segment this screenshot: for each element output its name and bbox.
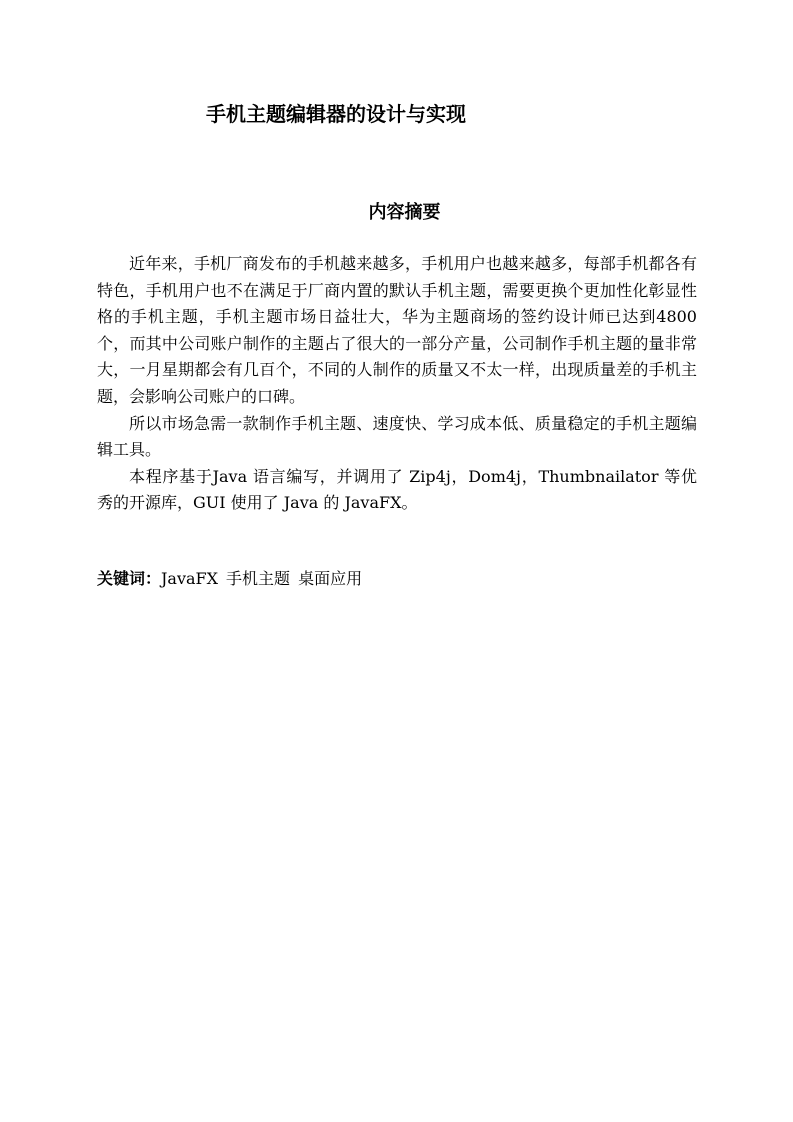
keyword: 手机主题 xyxy=(226,569,291,588)
keyword: 桌面应用 xyxy=(298,569,363,588)
keywords-line xyxy=(97,566,697,592)
keyword: JavaFX xyxy=(161,569,219,588)
keywords-label: 关键词： xyxy=(97,569,162,588)
abstract-heading: 内容摘要 xyxy=(368,202,441,223)
abstract-paragraph: 本程序基于Java 语言编写，并调用了 Zip4j，Dom4j，Thumbnailator 等优秀的开源库，GUI 使用了 Java 的 JavaFX。 xyxy=(97,466,697,513)
abstract-body xyxy=(97,251,697,517)
abstract-paragraph: 所以市场急需一款制作手机主题、速度快、学习成本低、质量稳定的手机主题编辑工具。 xyxy=(97,413,697,460)
document-title: 手机主题编辑器的设计与实现 xyxy=(206,102,466,126)
abstract-paragraph: 近年来，手机厂商发布的手机越来越多，手机用户也越来越多，每部手机都各有特色，手机用户也不在满足于厂商内置的默认手机主题，需要更换个更加性化彰显性格的手机主题，手机主题市场日益壮大，华为主题商场的签约设计师已达到4800个，而其中公司账户制作的主题占了很大的一部分产量，公司制作手机主题的量非常大，一月星期都会有几百个，不同的人制作的质量又不太一样，出现质量差的手机主题，会影响公司账户的口碑。 xyxy=(97,254,697,406)
